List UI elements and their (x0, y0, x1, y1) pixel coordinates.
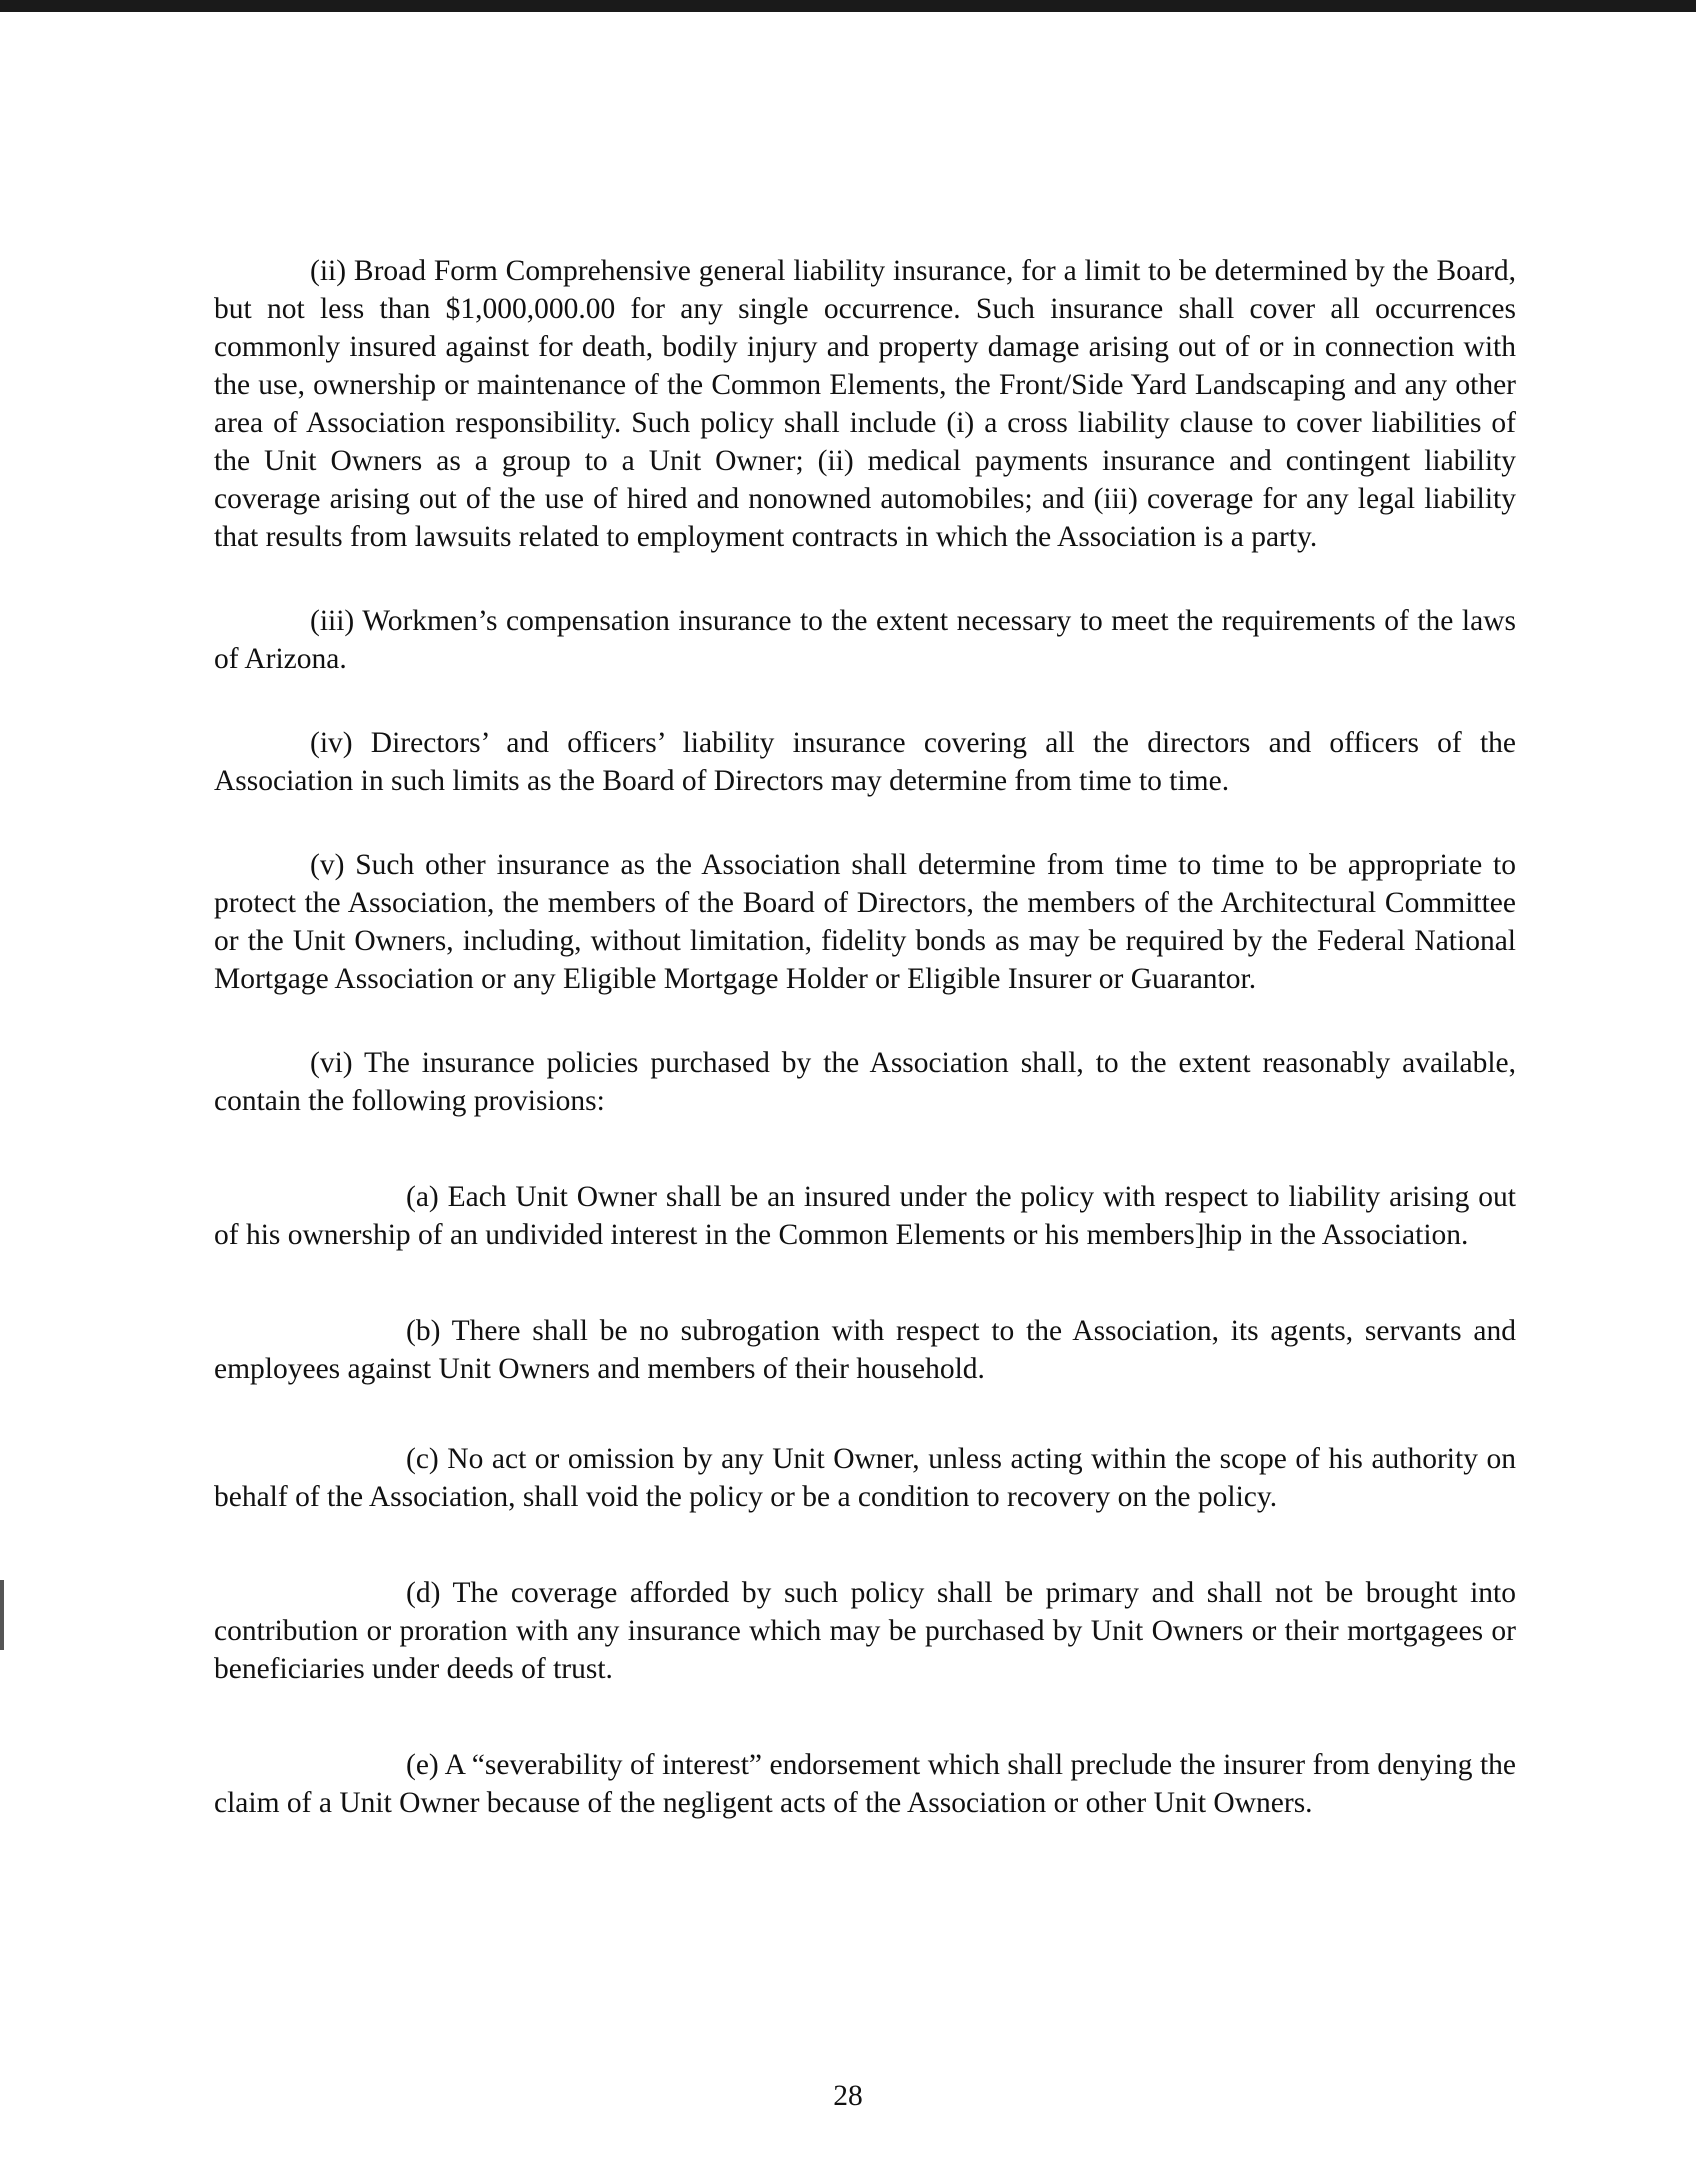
paragraph-iii: (iii) Workmen’s compensation insurance to the extent necessary to meet the requirements of the laws of Arizona. (214, 605, 1516, 675)
paragraph-d: (d) The coverage afforded by such policy shall be primary and shall not be brought into contribution or proration with any insurance which may be purchased by Unit Owners or their mortgagees or beneficiaries under deeds of trust. (214, 1577, 1516, 1685)
page-number: 28 (833, 2080, 863, 2112)
paragraph-ii: (ii) Broad Form Comprehensive general liability insurance, for a limit to be determined by the Board, but not less than $1,000,000.00 for any single occurrence. Such insurance shall cover all occurrences commonly insured against for death, bodily injury and property damage arising out of or in connection with the use, ownership or maintenance of the Common Elements, the Front/Side Yard Landscaping and any other area of Association responsibility. Such policy shall include (i) a cross liability clause to cover liabilities of the Unit Owners as a group to a Unit Owner; (ii) medical payments insurance and contingent liability coverage arising out of the use of hired and nonowned automobiles; and (iii) coverage for any legal liability that results from lawsuits related to employment contracts in which the Association is a party. (214, 255, 1516, 553)
paragraph-e: (e) A “severability of interest” endorsement which shall preclude the insurer from denying the claim of a Unit Owner because of the negligent acts of the Association or other Unit Owners. (214, 1749, 1516, 1819)
scan-edge-left (0, 1580, 4, 1650)
document-body (214, 252, 1516, 1822)
scan-edge-top (0, 0, 1696, 12)
paragraph-v: (v) Such other insurance as the Association shall determine from time to time to be appropriate to protect the Association, the members of the Board of Directors, the members of the Architectural Committee or the Unit Owners, including, without limitation, fidelity bonds as may be required by the Federal National Mortgage Association or any Eligible Mortgage Holder or Eligible Insurer or Guarantor. (214, 849, 1516, 995)
paragraph-b: (b) There shall be no subrogation with respect to the Association, its agents, servants and employees against Unit Owners and members of their household. (214, 1315, 1516, 1385)
paragraph-a: (a) Each Unit Owner shall be an insured under the policy with respect to liability arising out of his ownership of an undivided interest in the Common Elements or his members]hip in the Association. (214, 1181, 1516, 1251)
paragraph-c: (c) No act or omission by any Unit Owner, unless acting within the scope of his authority on behalf of the Association, shall void the policy or be a condition to recovery on the policy. (214, 1443, 1516, 1513)
paragraph-vi: (vi) The insurance policies purchased by the Association shall, to the extent reasonably available, contain the following provisions: (214, 1047, 1516, 1117)
paragraph-iv: (iv) Directors’ and officers’ liability insurance covering all the directors and officers of the Association in such limits as the Board of Directors may determine from time to time. (214, 727, 1516, 797)
